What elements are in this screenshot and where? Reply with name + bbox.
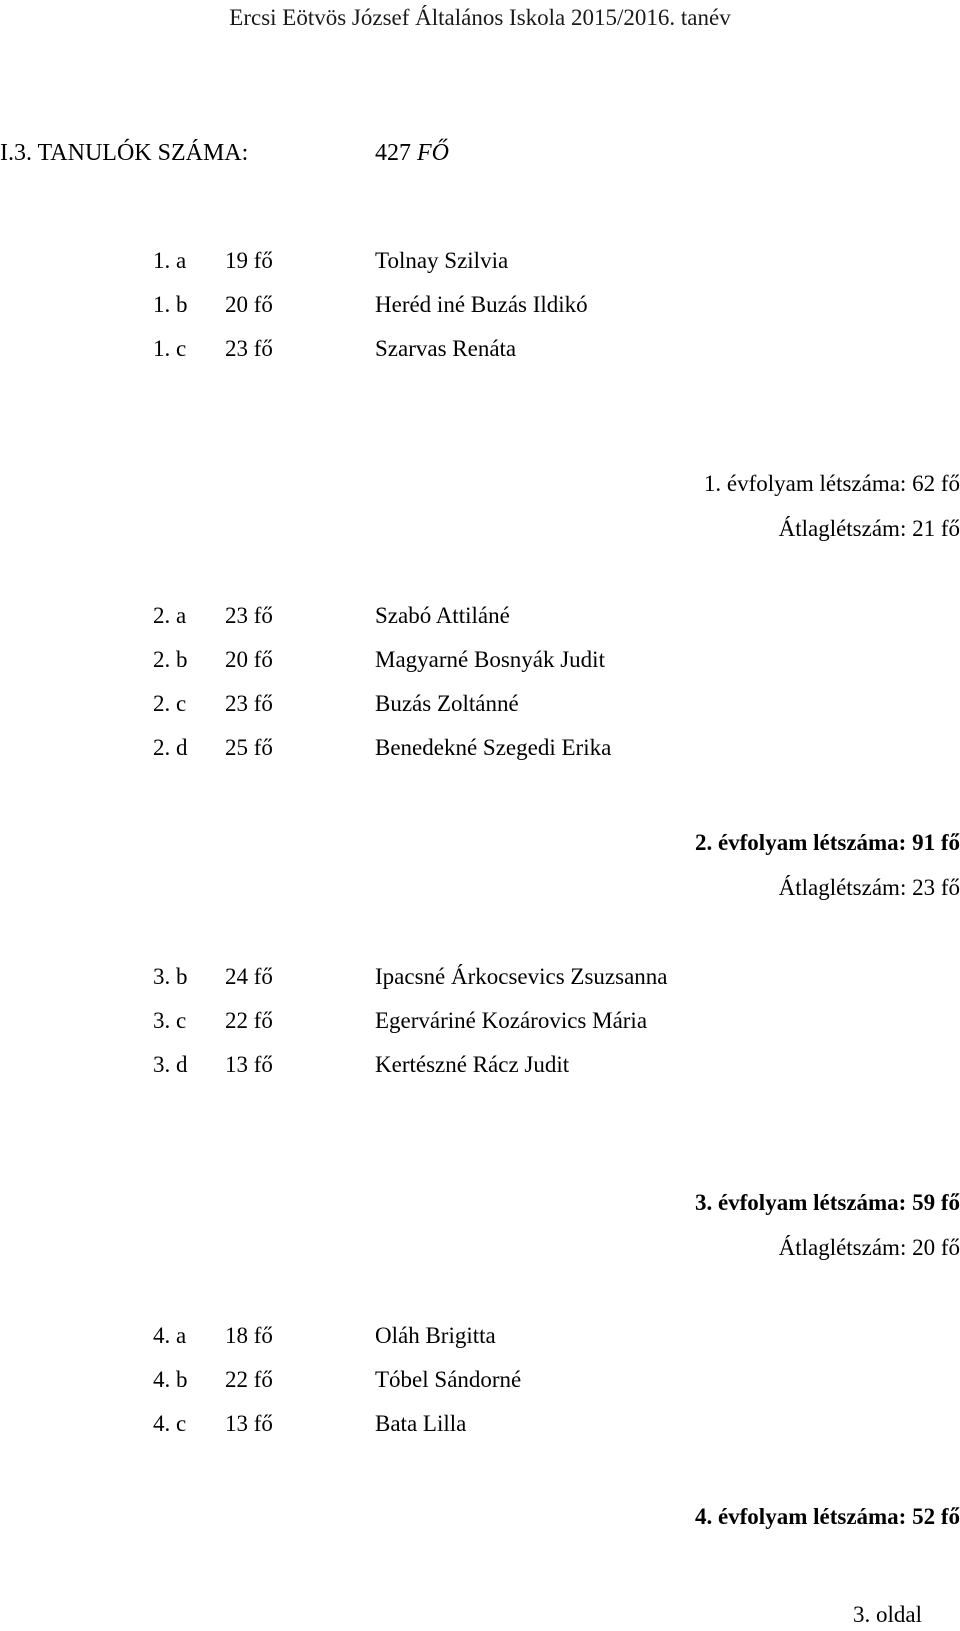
class-count: 23 fő xyxy=(225,691,273,716)
class-teacher: Heréd iné Buzás Ildikó xyxy=(375,292,588,317)
class-teacher: Oláh Brigitta xyxy=(375,1323,496,1348)
class-teacher: Ipacsné Árkocsevics Zsuzsanna xyxy=(375,964,668,989)
class-label: 4. b xyxy=(153,1367,188,1392)
class-count: 18 fő xyxy=(225,1323,273,1348)
class-teacher: Tolnay Szilvia xyxy=(375,248,509,273)
class-label: 2. a xyxy=(153,603,187,628)
class-count: 25 fő xyxy=(225,735,273,760)
class-label: 2. d xyxy=(153,735,188,760)
page-number: 3. oldal xyxy=(853,1602,922,1627)
total-students xyxy=(375,140,449,167)
class-count: 19 fő xyxy=(225,248,273,273)
class-label: 2. b xyxy=(153,647,188,672)
class-count: 20 fő xyxy=(225,292,273,317)
total-students-number: 427 xyxy=(375,140,411,166)
grade-average: Átlaglétszám: 23 fő xyxy=(778,875,960,900)
class-label: 3. c xyxy=(153,1008,187,1033)
page-header: Ercsi Eötvös József Általános Iskola 2015/2016. tanév xyxy=(229,5,731,30)
class-teacher: Kertészné Rácz Judit xyxy=(375,1052,570,1077)
class-label: 3. d xyxy=(153,1052,188,1077)
class-count: 23 fő xyxy=(225,336,273,361)
class-label: 3. b xyxy=(153,964,188,989)
class-count: 20 fő xyxy=(225,647,273,672)
class-count: 24 fő xyxy=(225,964,273,989)
section-title: I.3. TANULÓK SZÁMA: xyxy=(0,140,249,166)
class-teacher: Szabó Attiláné xyxy=(375,603,510,628)
class-label: 4. a xyxy=(153,1323,187,1348)
class-teacher: Szarvas Renáta xyxy=(375,336,517,361)
class-teacher: Egerváriné Kozárovics Mária xyxy=(375,1008,648,1033)
class-teacher: Benedekné Szegedi Erika xyxy=(375,735,612,760)
class-teacher: Tóbel Sándorné xyxy=(375,1367,522,1392)
class-teacher: Bata Lilla xyxy=(375,1411,467,1436)
class-label: 1. a xyxy=(153,248,187,273)
class-teacher: Buzás Zoltánné xyxy=(375,691,519,716)
class-count: 22 fő xyxy=(225,1008,273,1033)
class-label: 1. c xyxy=(153,336,187,361)
class-count: 13 fő xyxy=(225,1411,273,1436)
class-label: 4. c xyxy=(153,1411,187,1436)
class-count: 13 fő xyxy=(225,1052,273,1077)
class-label: 2. c xyxy=(153,691,187,716)
class-count: 23 fő xyxy=(225,603,273,628)
grade-total: 2. évfolyam létszáma: 91 fő xyxy=(694,830,960,855)
class-label: 1. b xyxy=(153,292,188,317)
grade-average: Átlaglétszám: 21 fő xyxy=(778,516,960,541)
grade-average: Átlaglétszám: 20 fő xyxy=(778,1235,960,1260)
grade-total: 1. évfolyam létszáma: 62 fő xyxy=(703,471,960,496)
class-count: 22 fő xyxy=(225,1367,273,1392)
class-teacher: Magyarné Bosnyák Judit xyxy=(375,647,605,672)
total-students-unit: FŐ xyxy=(417,140,449,166)
grade-total: 4. évfolyam létszáma: 52 fő xyxy=(694,1504,960,1529)
grade-total: 3. évfolyam létszáma: 59 fő xyxy=(694,1190,960,1215)
